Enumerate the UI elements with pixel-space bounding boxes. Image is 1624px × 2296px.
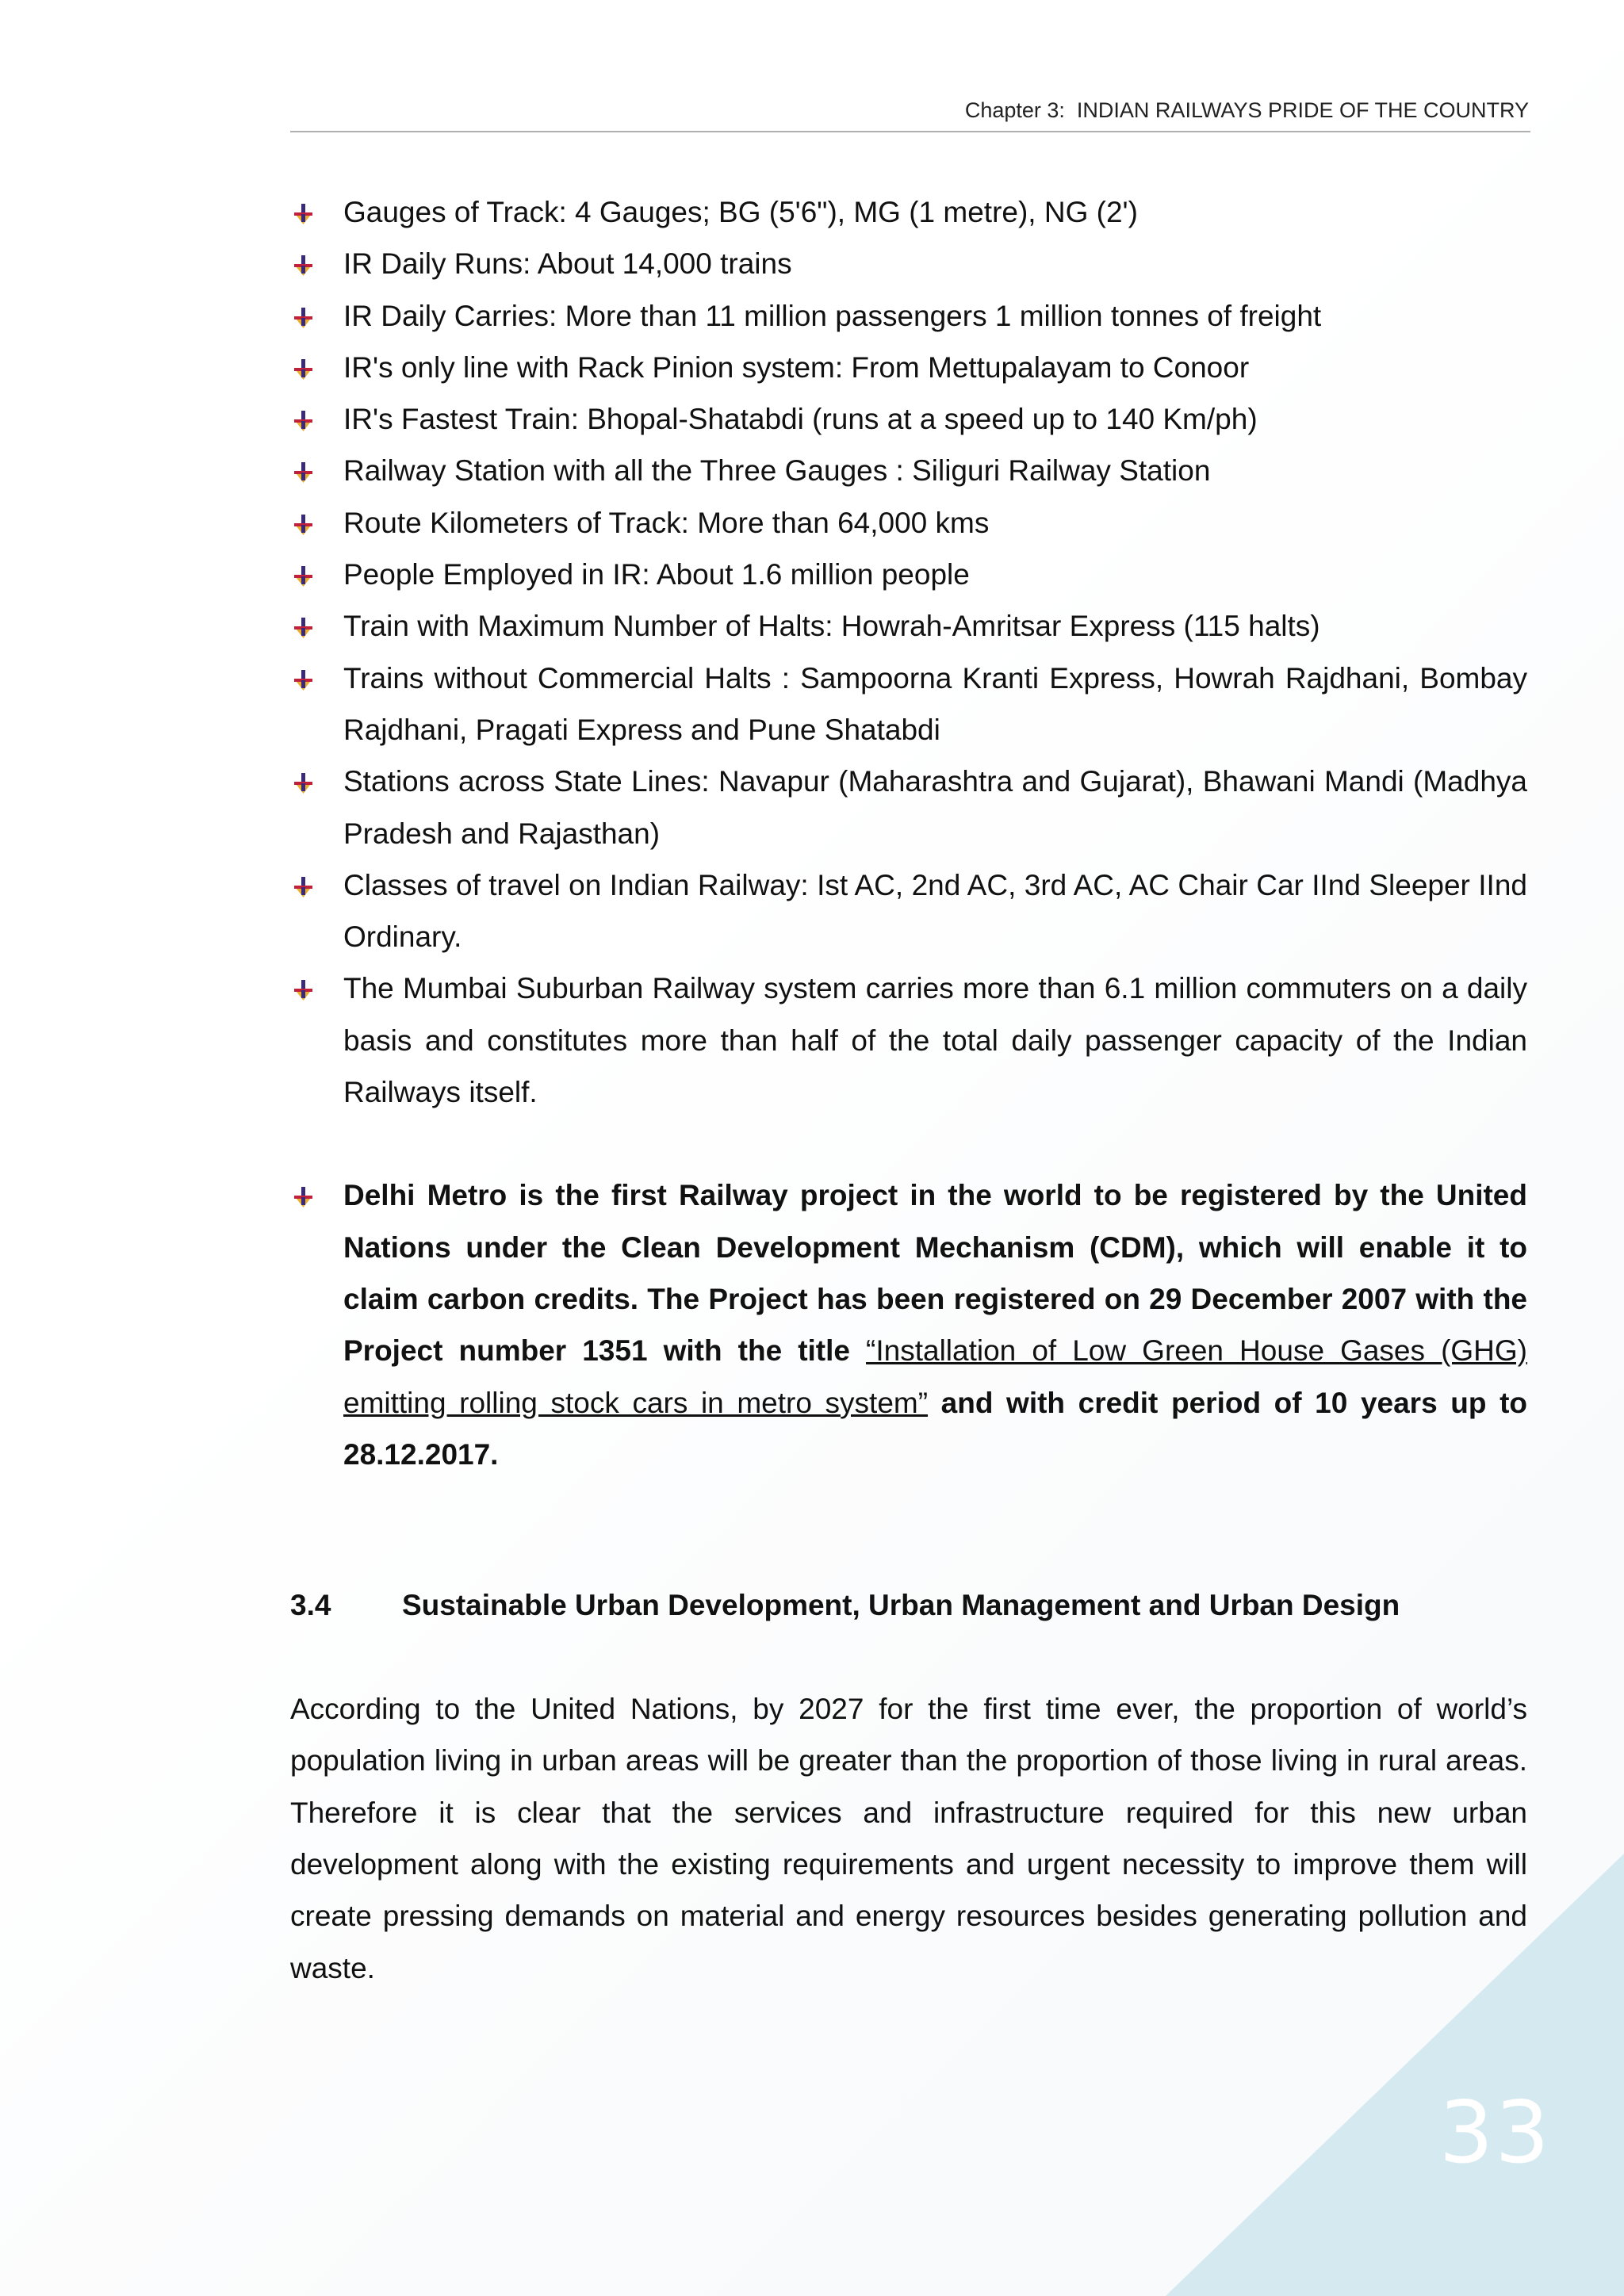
list-item <box>290 756 1527 859</box>
list-item <box>290 393 1527 445</box>
list-item <box>290 549 1527 600</box>
list-item-text: The Mumbai Suburban Railway system carries more than 6.1 million commuters on a daily basis and constitutes more than half of the total daily passenger capacity of the Indian Railways itself. <box>343 972 1527 1109</box>
arrow-down-bullet-icon <box>292 564 316 588</box>
list-item-text: Route Kilometers of Track: More than 64,000 kms <box>343 506 990 539</box>
list-item-text: Classes of travel on Indian Railway: Ist AC, 2nd AC, 3rd AC, AC Chair Car IInd Sleeper IInd Ordinary. <box>343 868 1527 954</box>
metro-tail-text: and with credit period of 10 years up to 28.12.2017. <box>343 1386 1527 1471</box>
list-item-text: Gauges of Track: 4 Gauges; BG (5'6"), MG (1 metre), NG (2') <box>343 196 1138 228</box>
list-item-text: IR Daily Runs: About 14,000 trains <box>343 247 792 281</box>
list-item <box>290 652 1527 756</box>
arrow-down-bullet-icon <box>292 616 316 640</box>
body-paragraph: According to the United Nations, by 2027 for the first time ever, the proportion of world’s population living in urban areas will be greater than the proportion of those living in rural areas. Therefore it is clear that the services and infrastructure required for this new urban development along with the existing requirements and urgent necessity to improve them will create pressing demands on material and energy resources besides generating pollution and waste. <box>290 1693 1527 1984</box>
metro-list-item <box>290 1169 1527 1480</box>
list-item-text: People Employed in IR: About 1.6 million people <box>343 558 970 591</box>
arrow-down-bullet-icon <box>292 771 316 795</box>
list-item <box>290 600 1527 652</box>
page-header <box>290 95 1530 132</box>
list-item-text: IR's only line with Rack Pinion system: From Mettupalayam to Conoor <box>343 350 1250 384</box>
list-item <box>290 290 1527 342</box>
arrow-down-bullet-icon <box>292 202 316 226</box>
arrow-down-bullet-icon <box>292 513 316 537</box>
arrow-down-bullet-icon <box>292 358 316 381</box>
section-heading <box>290 1579 1527 1631</box>
section-number: 3.4 <box>290 1589 331 1622</box>
page-number: 33 <box>1438 2084 1551 2183</box>
facts-list <box>290 186 1527 1480</box>
list-item-text: Railway Station with all the Three Gauges : Siliguri Railway Station <box>343 454 1211 488</box>
arrow-down-bullet-icon <box>292 978 316 1002</box>
arrow-down-bullet-icon <box>292 1185 316 1209</box>
list-item <box>290 342 1527 393</box>
chapter-title: Chapter 3: INDIAN RAILWAYS PRIDE OF THE COUNTRY <box>964 98 1529 122</box>
arrow-down-bullet-icon <box>292 875 316 899</box>
list-item-text: Trains without Commercial Halts : Sampoorna Kranti Express, Howrah Rajdhani, Bombay Rajdhani, Pragati Express and Pune Shatabdi <box>343 661 1527 746</box>
list-item <box>290 497 1527 549</box>
metro-lead-text: Delhi Metro is the first Railway project in the world to be registered by the United Nations under the Clean Development Mechanism (CDM), which will enable it to claim carbon credits. The Project has been registered on 29 December 2007 with the Project number 1351 with the title <box>343 1179 1527 1368</box>
arrow-down-bullet-icon <box>292 306 316 330</box>
arrow-down-bullet-icon <box>292 409 316 433</box>
list-item-text: Stations across State Lines: Navapur (Maharashtra and Gujarat), Bhawani Mandi (Madhya Pradesh and Rajasthan) <box>343 765 1527 850</box>
list-item <box>290 186 1527 238</box>
metro-project-title: “Installation of Low Green House Gases (GHG) emitting rolling stock cars in metro system” <box>343 1334 1527 1419</box>
list-item <box>290 962 1527 1118</box>
list-item <box>290 445 1527 496</box>
list-item-text: IR's Fastest Train: Bhopal-Shatabdi (runs at a speed up to 140 Km/ph) <box>343 403 1258 436</box>
list-item <box>290 238 1527 289</box>
page-content <box>290 186 1527 2023</box>
arrow-down-bullet-icon <box>292 461 316 484</box>
list-item <box>290 859 1527 963</box>
list-item-text: IR Daily Carries: More than 11 million passengers 1 million tonnes of freight <box>343 299 1322 332</box>
arrow-down-bullet-icon <box>292 668 316 692</box>
list-item-text: Train with Maximum Number of Halts: Howrah-Amritsar Express (115 halts) <box>343 610 1320 643</box>
arrow-down-bullet-icon <box>292 254 316 277</box>
section-title: Sustainable Urban Development, Urban Management and Urban Design <box>402 1589 1400 1622</box>
